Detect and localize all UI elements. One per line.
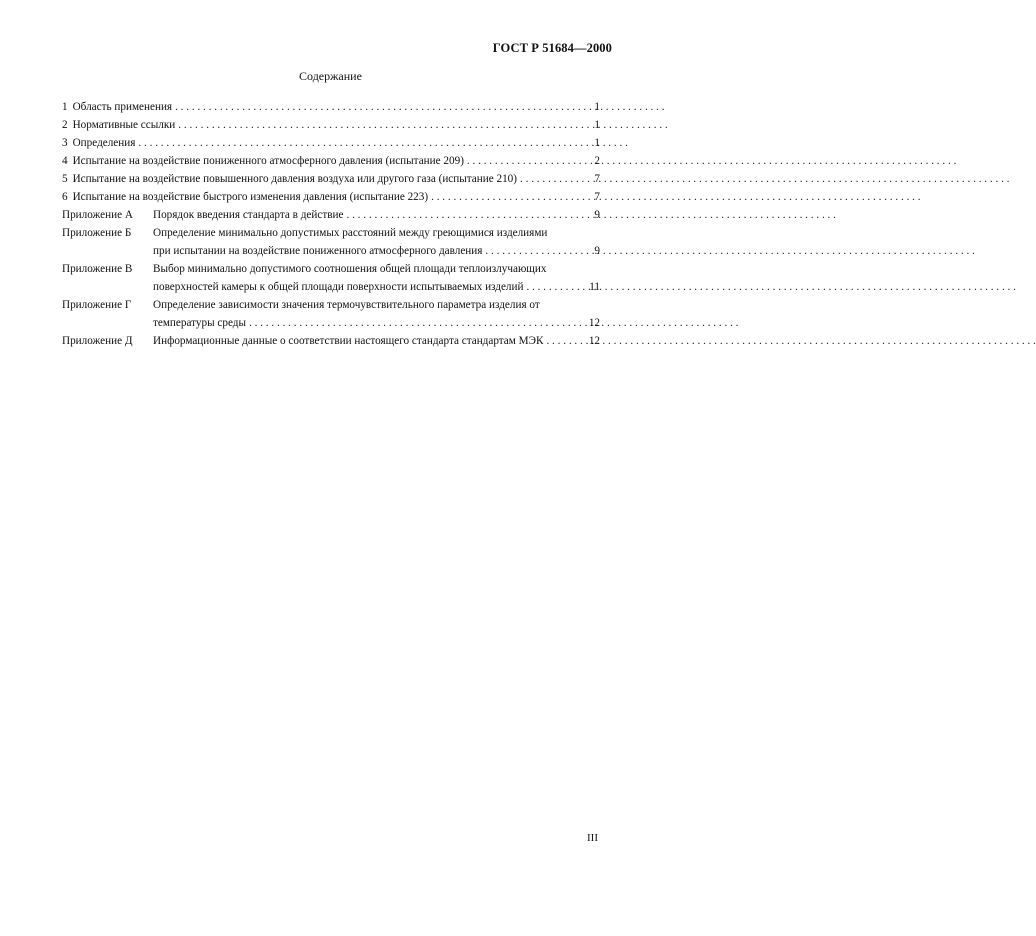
toc-leader-dots [546, 332, 585, 350]
toc-entry-4[interactable] [62, 152, 600, 170]
toc-entry-page: 2 [594, 155, 600, 167]
toc-entry-number: 5 [62, 173, 68, 185]
toc-leader-dots [249, 314, 586, 332]
toc-entry-title-line-2: температуры среды [153, 317, 246, 329]
toc-appendix-label: Приложение А [62, 209, 133, 221]
toc-entry-page: 9 [594, 245, 600, 257]
toc-entry-title: Информационные данные о соответствии настоящего стандарта стандартам МЭК [153, 335, 544, 347]
toc-appendix-label: Приложение Д [62, 335, 133, 347]
toc-entry-number: 2 [62, 119, 68, 131]
page-number: III [587, 832, 598, 844]
toc-entry-title-line-2: при испытании на воздействие пониженного атмосферного давления [153, 245, 483, 257]
toc-leader-dots [138, 134, 587, 152]
toc-entry-number: 6 [62, 191, 68, 203]
toc-leader-dots [520, 170, 587, 188]
toc-entry-appendix-a[interactable] [62, 206, 600, 224]
toc-title: Содержание [299, 69, 362, 83]
toc-entry-3[interactable] [62, 134, 600, 152]
toc-appendix-label: Приложение Б [62, 227, 132, 239]
toc-entry-title: Испытание на воздействие пониженного атмосферного давления (испытание 209) [72, 155, 464, 167]
toc-entry-appendix-v[interactable] [62, 260, 600, 296]
toc-entry-number: 1 [62, 101, 68, 113]
toc-entry-number: 3 [62, 137, 68, 149]
toc-entry-2[interactable] [62, 116, 600, 134]
toc-leader-dots [485, 242, 587, 260]
toc-entry-page: 1 [594, 137, 600, 149]
toc-entry-title: Определения [72, 137, 136, 149]
toc-leader-dots [346, 206, 587, 224]
toc-entry-page: 7 [594, 173, 600, 185]
toc-entry-title: Нормативные ссылки [72, 119, 176, 131]
toc-entry-title: Область применения [72, 101, 173, 113]
toc-entry-page: 7 [594, 191, 600, 203]
toc-entry-title-line-2: поверхностей камеры к общей площади поверхности испытываемых изделий [153, 281, 524, 293]
toc-entry-title-line-1: Определение зависимости значения термочувствительного параметра изделия от [153, 299, 540, 311]
toc-entry-title: Порядок введения стандарта в действие [153, 209, 344, 221]
toc-entry-appendix-g[interactable] [62, 296, 600, 332]
document-code: ГОСТ Р 51684—2000 [492, 41, 612, 55]
toc-entry-1[interactable] [62, 98, 600, 116]
toc-leader-dots [175, 98, 587, 116]
toc-entry-page: 1 [594, 101, 600, 113]
toc-entry-title-line-1: Определение минимально допустимых расстояний между греющимися изделиями [153, 227, 548, 239]
table-of-contents [62, 98, 600, 350]
toc-entry-appendix-d[interactable] [62, 332, 600, 350]
toc-leader-dots [178, 116, 587, 134]
toc-entry-6[interactable] [62, 188, 600, 206]
toc-entry-title-line-1: Выбор минимально допустимого соотношения общей площади теплоизлучающих [153, 263, 547, 275]
toc-entry-page: 9 [594, 209, 600, 221]
toc-appendix-label: Приложение В [62, 263, 133, 275]
toc-leader-dots [467, 152, 587, 170]
toc-entry-5[interactable] [62, 170, 600, 188]
toc-entry-number: 4 [62, 155, 68, 167]
toc-entry-page: 11 [589, 281, 600, 293]
toc-entry-appendix-b[interactable] [62, 224, 600, 260]
toc-entry-title: Испытание на воздействие повышенного давления воздуха или другого газа (испытание 210) [72, 173, 518, 185]
toc-entry-page: 1 [594, 119, 600, 131]
toc-appendix-label: Приложение Г [62, 299, 132, 311]
toc-entry-page: 12 [588, 317, 600, 329]
toc-leader-dots [526, 278, 586, 296]
toc-leader-dots [431, 188, 587, 206]
toc-entry-page: 12 [588, 335, 600, 347]
toc-entry-title: Испытание на воздействие быстрого изменения давления (испытание 223) [72, 191, 429, 203]
